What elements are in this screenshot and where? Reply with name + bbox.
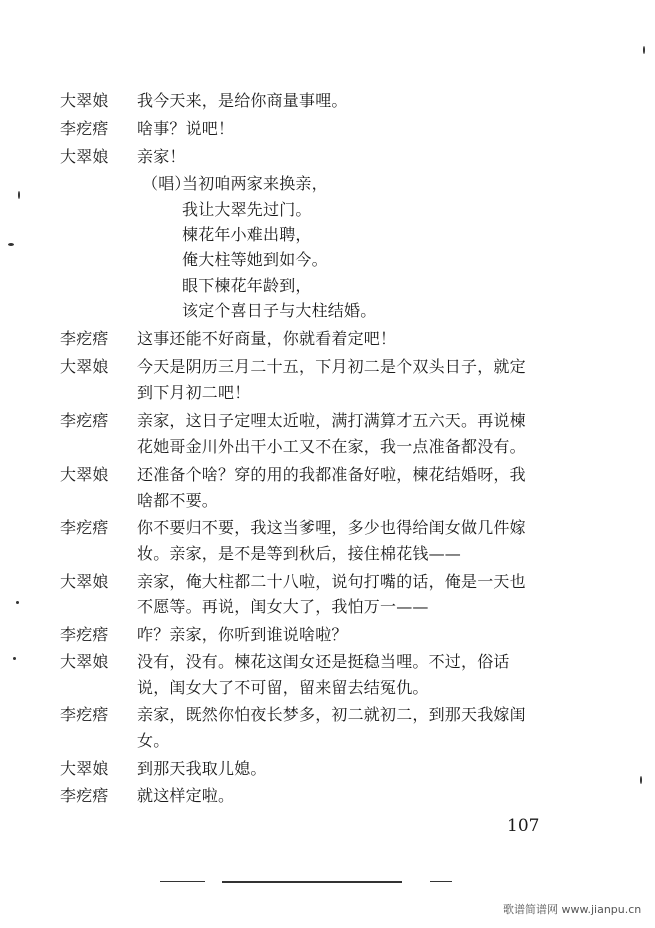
scan-speck <box>8 243 14 246</box>
speaker-name: 李疙瘩 <box>60 119 109 138</box>
lyric-line: 我让大翠先过门。 <box>182 200 312 219</box>
dialogue-text: 亲家！ <box>137 147 186 166</box>
scan-rule <box>430 881 452 882</box>
dialogue-text: 到那天我取儿媳。 <box>137 759 267 778</box>
speaker-name: 李疙瘩 <box>60 786 109 805</box>
speaker-name: 李疙瘩 <box>60 518 109 537</box>
scan-rule <box>222 881 402 883</box>
speaker-name: 大翠娘 <box>60 759 109 778</box>
dialogue-text: 我今天来，是给你商量事哩。 <box>137 91 348 110</box>
dialogue-text: 女。 <box>137 731 170 750</box>
speaker-name: 大翠娘 <box>60 652 109 671</box>
lyric-line: 眼下楝花年龄到， <box>182 276 312 295</box>
dialogue-text: 没有，没有。楝花这闺女还是挺稳当哩。不过，俗话 <box>137 652 510 671</box>
dialogue-text: 亲家，这日子定哩太近啦，满打满算才五六天。再说楝 <box>137 411 526 430</box>
page-number: 107 <box>507 816 540 836</box>
dialogue-text: 亲家，俺大柱都二十八啦，说句打嘴的话，俺是一天也 <box>137 572 526 591</box>
dialogue-text: 妆。亲家，是不是等到秋后，接住棉花钱—— <box>137 544 462 563</box>
dialogue-text: 你不要归不要，我这当爹哩，多少也得给闺女做几件嫁 <box>137 518 526 537</box>
dialogue-text: 亲家，既然你怕夜长梦多，初二就初二，到那天我嫁闺 <box>137 705 526 724</box>
scan-rule <box>160 881 205 882</box>
scan-speck <box>643 46 645 54</box>
speaker-name: 大翠娘 <box>60 465 109 484</box>
lyric-line: 楝花年小难出聘， <box>182 225 312 244</box>
dialogue-text: 啥都不要。 <box>137 491 219 510</box>
speaker-name: 李疙瘩 <box>60 625 109 644</box>
dialogue-text: 啥事？说吧！ <box>137 119 235 138</box>
speaker-name: 大翠娘 <box>60 357 109 376</box>
dialogue-text: 咋？亲家，你听到谁说啥啦？ <box>137 625 348 644</box>
dialogue-text: 花她哥金川外出干小工又不在家，我一点准备都没有。 <box>137 437 526 456</box>
dialogue-text: 还准备个啥？穿的用的我都准备好啦，楝花结婚呀，我 <box>137 465 526 484</box>
speaker-name: 大翠娘 <box>60 572 109 591</box>
dialogue-text: 说，闺女大了不可留，留来留去结冤仇。 <box>137 678 429 697</box>
sing-marker: （唱） <box>142 174 191 193</box>
lyric-line: 当初咱两家来换亲， <box>182 174 328 193</box>
scan-speck <box>18 191 20 199</box>
lyric-line: 俺大柱等她到如今。 <box>182 250 328 269</box>
dialogue-text: 就这样定啦。 <box>137 786 235 805</box>
scan-speck <box>640 776 642 784</box>
speaker-name: 李疙瘩 <box>60 329 109 348</box>
speaker-name: 李疙瘩 <box>60 705 109 724</box>
watermark: 歌谱简谱网 www.jianpu.cn <box>503 903 642 916</box>
speaker-name: 大翠娘 <box>60 91 109 110</box>
dialogue-text: 今天是阴历三月二十五，下月初二是个双头日子，就定 <box>137 357 526 376</box>
dialogue-text: 不愿等。再说，闺女大了，我怕万一—— <box>137 597 429 616</box>
dialogue-text: 到下月初二吧！ <box>137 383 251 402</box>
speaker-name: 李疙瘩 <box>60 411 109 430</box>
dialogue-text: 这事还能不好商量，你就看着定吧！ <box>137 329 397 348</box>
scan-speck <box>13 657 16 660</box>
scan-speck <box>16 601 19 604</box>
speaker-name: 大翠娘 <box>60 147 109 166</box>
lyric-line: 该定个喜日子与大柱结婚。 <box>182 301 377 320</box>
